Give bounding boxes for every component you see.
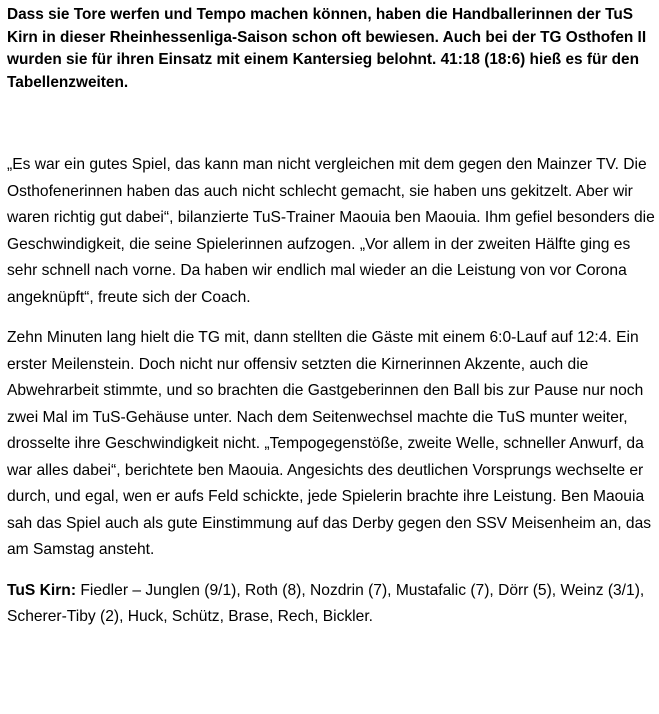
lineup-players: Fiedler – Junglen (9/1), Roth (8), Nozdrin (7), Mustafalic (7), Dörr (5), Weinz (3/1), Scherer-Tiby (2), Huck, Schütz, Brase, Rech, Bickler. bbox=[7, 581, 645, 625]
article-lineup bbox=[7, 578, 655, 631]
article-lead: Dass sie Tore werfen und Tempo machen können, haben die Handballerinnen der TuS Kirn in dieser Rheinhessenliga-Saison schon oft bewiesen. Auch bei der TG Osthofen II wurden sie für ihren Einsatz mit einem Kantersieg belohnt. 41:18 (18:6) hieß es für den Tabellenzweiten. bbox=[7, 6, 647, 91]
article-body bbox=[7, 0, 655, 631]
article-paragraph-quote: „Es war ein gutes Spiel, das kann man nicht vergleichen mit dem gegen den Mainzer TV. Die Osthofenerinnen haben das auch nicht schlecht gemacht, sie haben uns gekitzelt. Aber wir waren richtig gut dabei“, bilanzierte TuS-Trainer Maouia ben Maouia. Ihm gefiel besonders die Geschwindigkeit, die seine Spielerinnen aufzogen. „Vor allem in der zweiten Hälfte ging es sehr schnell nach vorne. Da haben wir endlich mal wieder an die Leistung von vor Corona angeknüpft“, freute sich der Coach. bbox=[7, 156, 655, 306]
article-paragraph-match-report: Zehn Minuten lang hielt die TG mit, dann stellten die Gäste mit einem 6:0-Lauf auf 12:4. Ein erster Meilenstein. Doch nicht nur offensiv setzten die Kirnerinnen Akzente, auch die Abwehrarbeit stimmte, und so brachten die Gastgeberinnen den Ball bis zur Pause nur noch zwei Mal im TuS-Gehäuse unter. Nach dem Seitenwechsel machte die TuS munter weiter, drosselte ihre Geschwindigkeit nicht. „Tempogegenstöße, zweite Welle, schneller Anwurf, da war alles dabei“, berichtete ben Maouia. Angesichts des deutlichen Vorsprungs wechselte er durch, und egal, wen er aufs Feld schickte, jede Spielerin brachte ihre Leistung. Ben Maouia sah das Spiel auch als gute Einstimmung auf das Derby gegen den SSV Meisenheim an, das am Samstag ansteht. bbox=[7, 329, 652, 558]
lineup-team-label: TuS Kirn: bbox=[7, 581, 77, 599]
